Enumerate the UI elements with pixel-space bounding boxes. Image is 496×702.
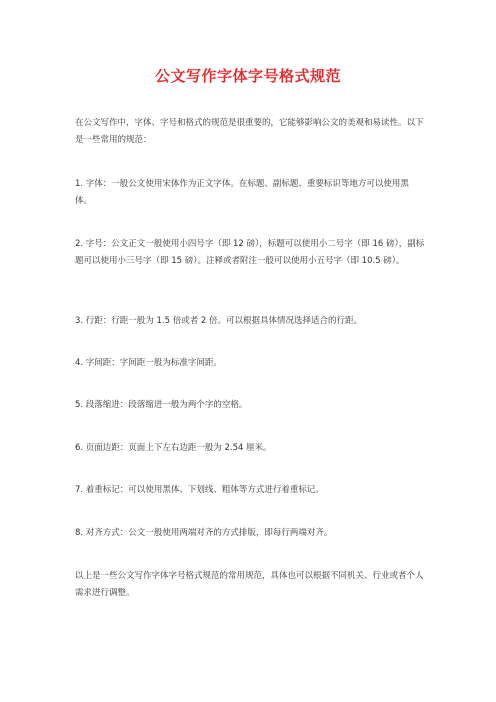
list-item: 7. 着重标记：可以使用黑体、下划线、粗体等方式进行着重标记。: [75, 485, 324, 495]
page-title: 公文写作字体字号格式规范: [154, 67, 341, 85]
list-item: 8. 对齐方式：公文一般使用两端对齐的方式排版，即每行两端对齐。: [75, 528, 333, 538]
list-item: 6. 页面边距：页面上下左右边距一般为 2.54 厘米。: [75, 443, 272, 453]
list-item: 1. 字体：一般公文使用宋体作为正文字体。在标题、副标题、重要标识等地方可以使用黑体。: [75, 179, 409, 206]
list-item: 5. 段落缩进：段落缩进一般为两个字的空格。: [75, 400, 248, 410]
intro-paragraph: 在公文写作中，字体、字号和格式的规范是很重要的，它能够影响公文的美观和易读性。以下是一些常用的规范：: [75, 118, 424, 145]
list-item: 3. 行距：行距一般为 1.5 倍或者 2 倍。可以根据具体情况选择适合的行距。: [75, 316, 363, 326]
list-item: 4. 字间距：字间距一般为标准字间距。: [75, 358, 222, 368]
list-item: 2. 字号：公文正文一般使用小四号字（即 12 磅），标题可以使用小二号字（即 16 磅），副标题可以使用小三号字（即 15 磅）。注释或者附注一般可以使用小五号字（即 10.5 磅）。: [75, 239, 425, 266]
closing-paragraph: 以上是一些公文写作字体字号格式规范的常用规范，具体也可以根据不同机关、行业或者个人需求进行调整。: [75, 571, 424, 598]
